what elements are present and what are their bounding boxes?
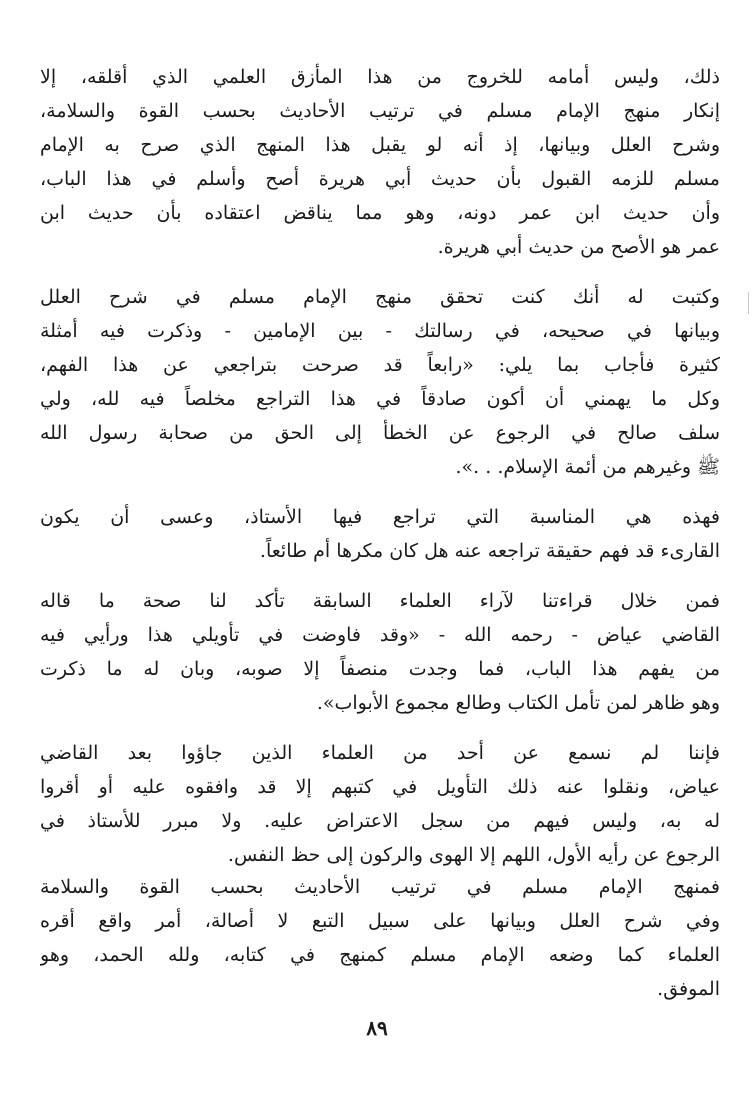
text-line: فإننا لم نسمع عن أحد من العلماء الذين جاؤوا بعد القاضي xyxy=(40,742,720,764)
text-line: الموفق. xyxy=(657,978,720,1000)
text-line: فمن خلال قراءتنا لآراء العلماء السابقة تأكد لنا صحة ما قاله xyxy=(40,590,720,612)
text-line: القارىء قد فهم حقيقة تراجعه عنه هل كان مكرها أم طائعاً. xyxy=(259,540,720,562)
text-line: القاضي عياض - رحمه الله - «وقد فاوضت في تأويلي هذا ورأيي فيه xyxy=(40,624,720,646)
text-line: وشرح العلل وبيانها، إذ أنه لو يقبل هذا المنهج الذي صرح به الإمام xyxy=(40,134,720,156)
text-line: ﷺ وغيرهم من أئمة الإسلام. . .». xyxy=(455,456,720,478)
page-edge-mark xyxy=(748,292,749,314)
text-line: وأن حديث ابن عمر دونه، وهو مما يناقض اعتقاده بأن حديث ابن xyxy=(40,202,720,224)
text-line: فهذه هي المناسبة التي تراجع فيها الأستاذ، وعسى أن يكون xyxy=(40,506,720,528)
text-line: عمر هو الأصح من حديث أبي هريرة. xyxy=(437,236,720,258)
text-line: وفي شرح العلل وبيانها على سبيل التبع لا أصالة، أمر واقع أقره xyxy=(40,910,720,932)
text-line: ذلك، وليس أمامه للخروج من هذا المأزق العلمي الذي أقلقه، إلا xyxy=(40,66,720,88)
page-number: ٨٩ xyxy=(366,1016,388,1040)
text-line: عياض، ونقلوا عنه ذلك التأويل في كتبهم إلا قد وافقوه عليه أو أقروا xyxy=(40,776,720,798)
text-line: له به، وليس فيهم من سجل الاعتراض عليه. ولا مبرر للأستاذ في xyxy=(40,810,720,832)
text-line: الرجوع عن رأيه الأول، اللهم إلا الهوى والركون إلى حظ النفس. xyxy=(227,844,720,866)
text-line: وبيانها في صحيحه، في رسالتك - بين الإمامين - وذكرت فيه أمثلة xyxy=(40,320,720,342)
text-line: إنكار منهج الإمام مسلم في ترتيب الأحاديث بحسب القوة والسلامة، xyxy=(40,100,720,122)
text-line: وكل ما يهمني أن أكون صادقاً في هذا التراجع مخلصاً فيه لله، ولي xyxy=(40,388,720,410)
text-line: العلماء كما وضعه الإمام مسلم كمنهج في كتابه، ولله الحمد، وهو xyxy=(40,944,720,966)
text-line: من يفهم هذا الباب، فما وجدت منصفاً إلا صوبه، وبان له ما ذكرت xyxy=(40,658,720,680)
text-line: وكتبت له أنك كنت تحقق منهج الإمام مسلم في شرح العلل xyxy=(40,286,720,308)
text-line: وهو ظاهر لمن تأمل الكتاب وطالع مجموع الأبواب». xyxy=(316,692,720,714)
text-line: فمنهج الإمام مسلم في ترتيب الأحاديث بحسب القوة والسلامة xyxy=(40,876,720,898)
page-body xyxy=(40,60,720,1060)
text-line: مسلم للزمه القبول بأن حديث أبي هريرة أصح وأسلم في هذا الباب، xyxy=(40,168,720,190)
text-line: كثيرة فأجاب بما يلي: «رابعاً قد صرحت بتراجعي عن هذا الفهم، xyxy=(40,354,720,376)
text-line: سلف صالح في الرجوع عن الخطأ إلى الحق من صحابة رسول الله xyxy=(40,422,720,444)
